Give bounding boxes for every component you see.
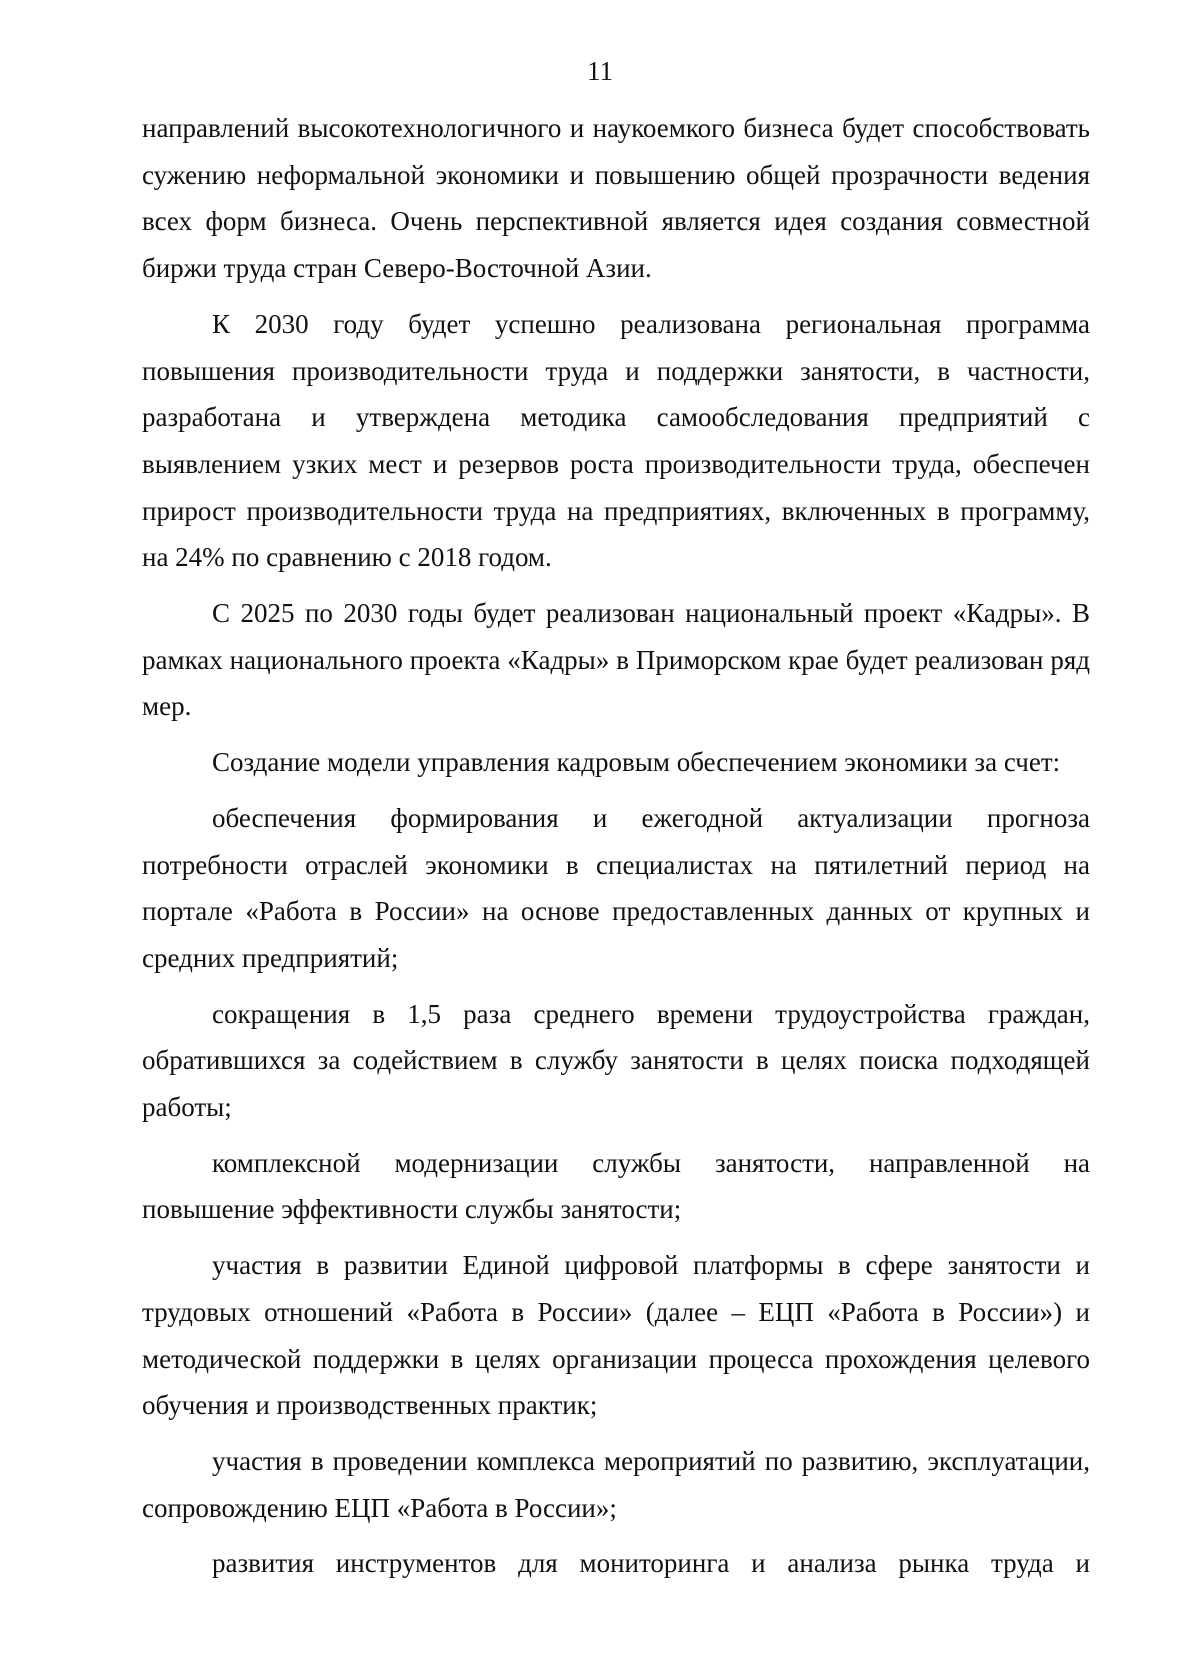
paragraph-hr-model-intro: Создание модели управления кадровым обеспечением экономики за счет: (212, 747, 1061, 778)
paragraph-continuation: направлений высокотехнологичного и наукоемкого бизнеса будет способствовать сужению неформальной экономики и повышению общей прозрачности ведения всех форм бизнеса. Очень перспективной является идея создания совместной биржи труда стран Северо-Восточной Азии. (142, 113, 1090, 284)
list-item-employment-time: сокращения в 1,5 раза среднего времени трудоустройства граждан, обратившихся за содействием в службу занятости в целях поиска подходящей работы; (142, 998, 1090, 1123)
page-body (142, 105, 1090, 1587)
list-item-digital-platform: участия в развитии Единой цифровой платформы в сфере занятости и трудовых отношений «Работа в России» (далее – ЕЦП «Работа в России») и методической поддержки в целях организации процесса прохождения целевого обучения и производственных практик; (142, 1250, 1090, 1421)
list-item-platform-operation: участия в проведении комплекса мероприятий по развитию, эксплуатации, сопровождению ЕЦП «Работа в России»; (142, 1445, 1090, 1523)
list-item-monitoring-tools: развития инструментов для мониторинга и анализа рынка труда и (212, 1548, 1090, 1579)
list-item-forecast: обеспечения формирования и ежегодной актуализации прогноза потребности отраслей экономики в специалистах на пятилетний период на портале «Работа в России» на основе предоставленных данных от крупных и средних предприятий; (142, 802, 1090, 973)
page-number: 11 (587, 56, 613, 86)
list-item-service-modernization: комплексной модернизации службы занятости, направленной на повышение эффективности службы занятости; (142, 1147, 1090, 1225)
paragraph-productivity-program: К 2030 году будет успешно реализована региональная программа повышения производительности труда и поддержки занятости, в частности, разработана и утверждена методика самообследования предприятий с выявлением узких мест и резервов роста производительности труда, обеспечен прирост производительности труда на предприятиях, включенных в программу, на 24% по сравнению с 2018 годом. (142, 308, 1090, 573)
paragraph-national-project-kadry: С 2025 по 2030 годы будет реализован национальный проект «Кадры». В рамках национального проекта «Кадры» в Приморском крае будет реализован ряд мер. (142, 598, 1090, 722)
